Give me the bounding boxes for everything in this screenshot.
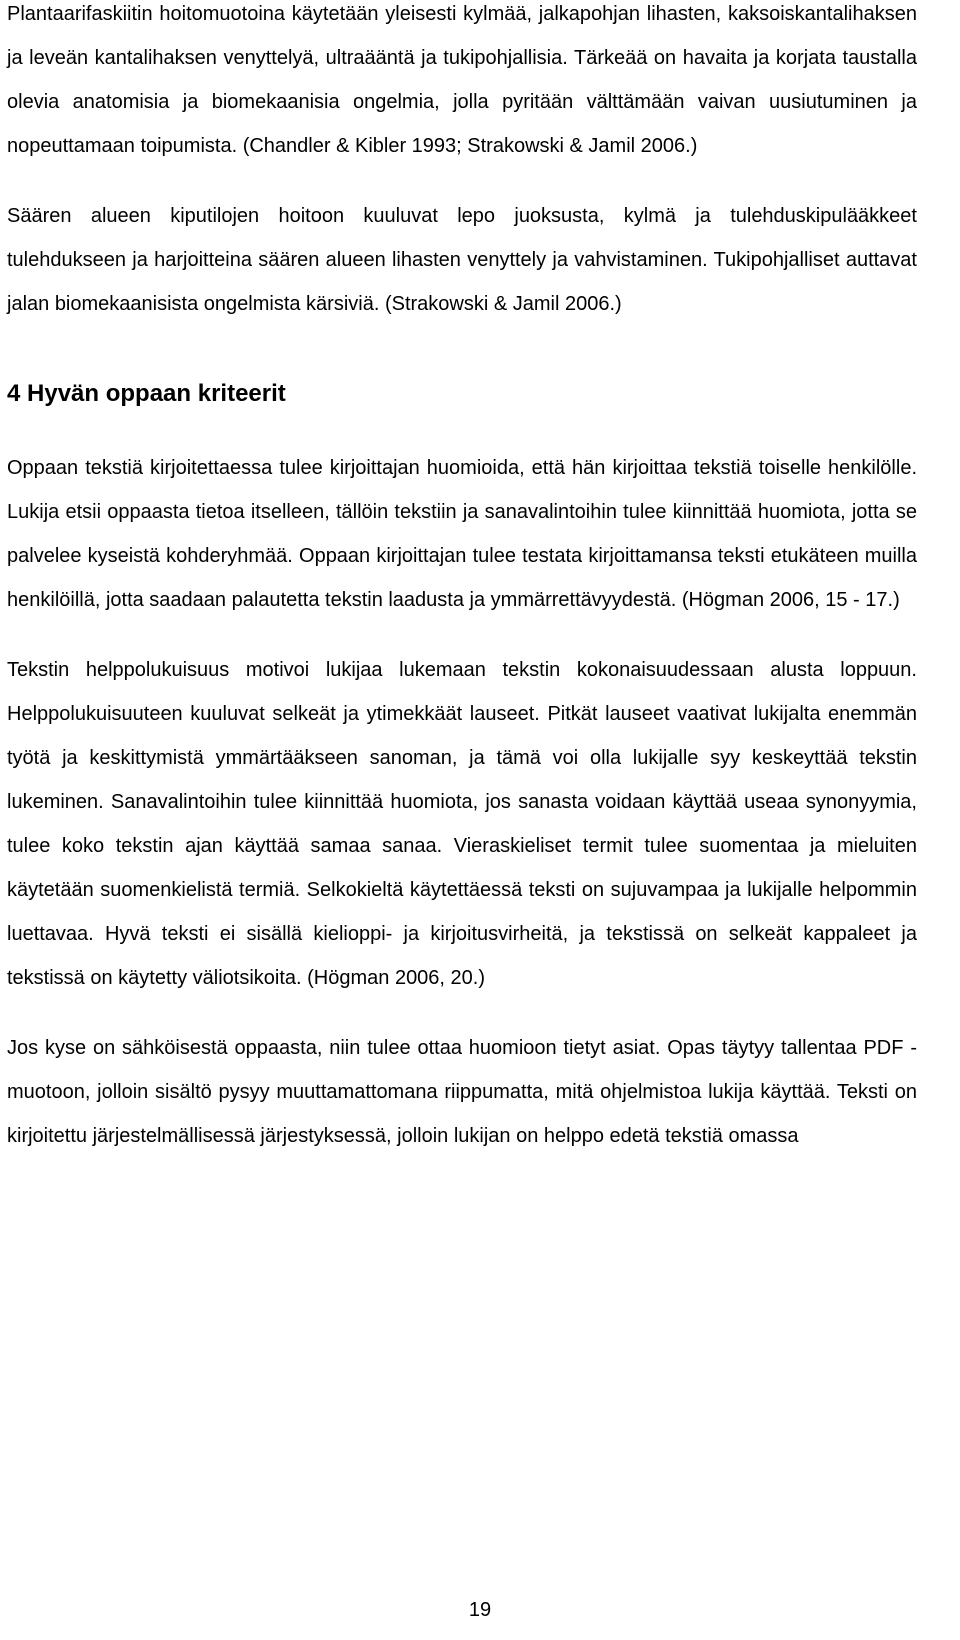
page-number: 19 bbox=[468, 1599, 492, 1621]
paragraph-guide-writing: Oppaan tekstiä kirjoitettaessa tulee kirjoittajan huomioida, että hän kirjoittaa tekstiä toiselle henkilölle. Lukija etsii oppaasta tietoa itselleen, tällöin tekstiin ja sanavalintoihin tulee kiinnittää huomiota, jotta se palvelee kyseistä kohderyhmää. Oppaan kirjoittajan tulee testata kirjoittamansa teksti etukäteen muilla henkilöillä, jotta saadaan palautetta tekstin laadusta ja ymmärrettävyydestä. (Högman 2006, 15 - 17.) bbox=[7, 457, 917, 611]
paragraph-plantar-fasciitis-treatment: Plantaarifaskiitin hoitomuotoina käytetään yleisesti kylmää, jalkapohjan lihasten, kaksoiskantalihaksen ja leveän kantalihaksen venyttelyä, ultraääntä ja tukipohjallisia. Tärkeää on havaita ja korjata taustalla olevia anatomisia ja biomekaanisia ongelmia, jolla pyritään välttämään vaivan uusiutuminen ja nopeuttamaan toipumista. (Chandler & Kibler 1993; Strakowski & Jamil 2006.) bbox=[7, 3, 917, 157]
section-heading: 4 Hyvän oppaan kriteerit bbox=[7, 380, 286, 407]
paragraph-readability: Tekstin helppolukuisuus motivoi lukijaa lukemaan tekstin kokonaisuudessaan alusta loppuun. Helppolukuisuuteen kuuluvat selkeät ja ytimekkäät lauseet. Pitkät lauseet vaativat lukijalta enemmän työtä ja keskittymistä ymmärtääkseen sanoman, ja tämä voi olla lukijalle syy keskeyttää tekstin lukeminen. Sanavalintoihin tulee kiinnittää huomiota, jos sanasta voidaan käyttää useaa synonyymia, tulee koko tekstin ajan käyttää samaa sanaa. Vieraskieliset termit tulee suomentaa ja mieluiten käytetään suomenkielistä termiä. Selkokieltä käytettäessä teksti on sujuvampaa ja lukijalle helpommin luettavaa. Hyvä teksti ei sisällä kielioppi- ja kirjoitusvirheitä, ja tekstissä on selkeät kappaleet ja tekstissä on käytetty väliotsikoita. (Högman 2006, 20.) bbox=[7, 659, 917, 989]
paragraph-electronic-guide: Jos kyse on sähköisestä oppaasta, niin tulee ottaa huomioon tietyt asiat. Opas täytyy tallentaa PDF -muotoon, jolloin sisältö pysyy muuttamattomana riippumatta, mitä ohjelmistoa lukija käyttää. Teksti on kirjoitettu järjestelmällisessä järjestyksessä, jolloin lukijan on helppo edetä tekstiä omassa bbox=[7, 1037, 917, 1147]
page-content bbox=[7, 0, 917, 1158]
paragraph-shin-pain-treatment: Säären alueen kiputilojen hoitoon kuuluvat lepo juoksusta, kylmä ja tulehduskipulääkkeet tulehdukseen ja harjoitteina säären alueen lihasten venyttely ja vahvistaminen. Tukipohjalliset auttavat jalan biomekaanisista ongelmista kärsiviä. (Strakowski & Jamil 2006.) bbox=[7, 205, 917, 315]
